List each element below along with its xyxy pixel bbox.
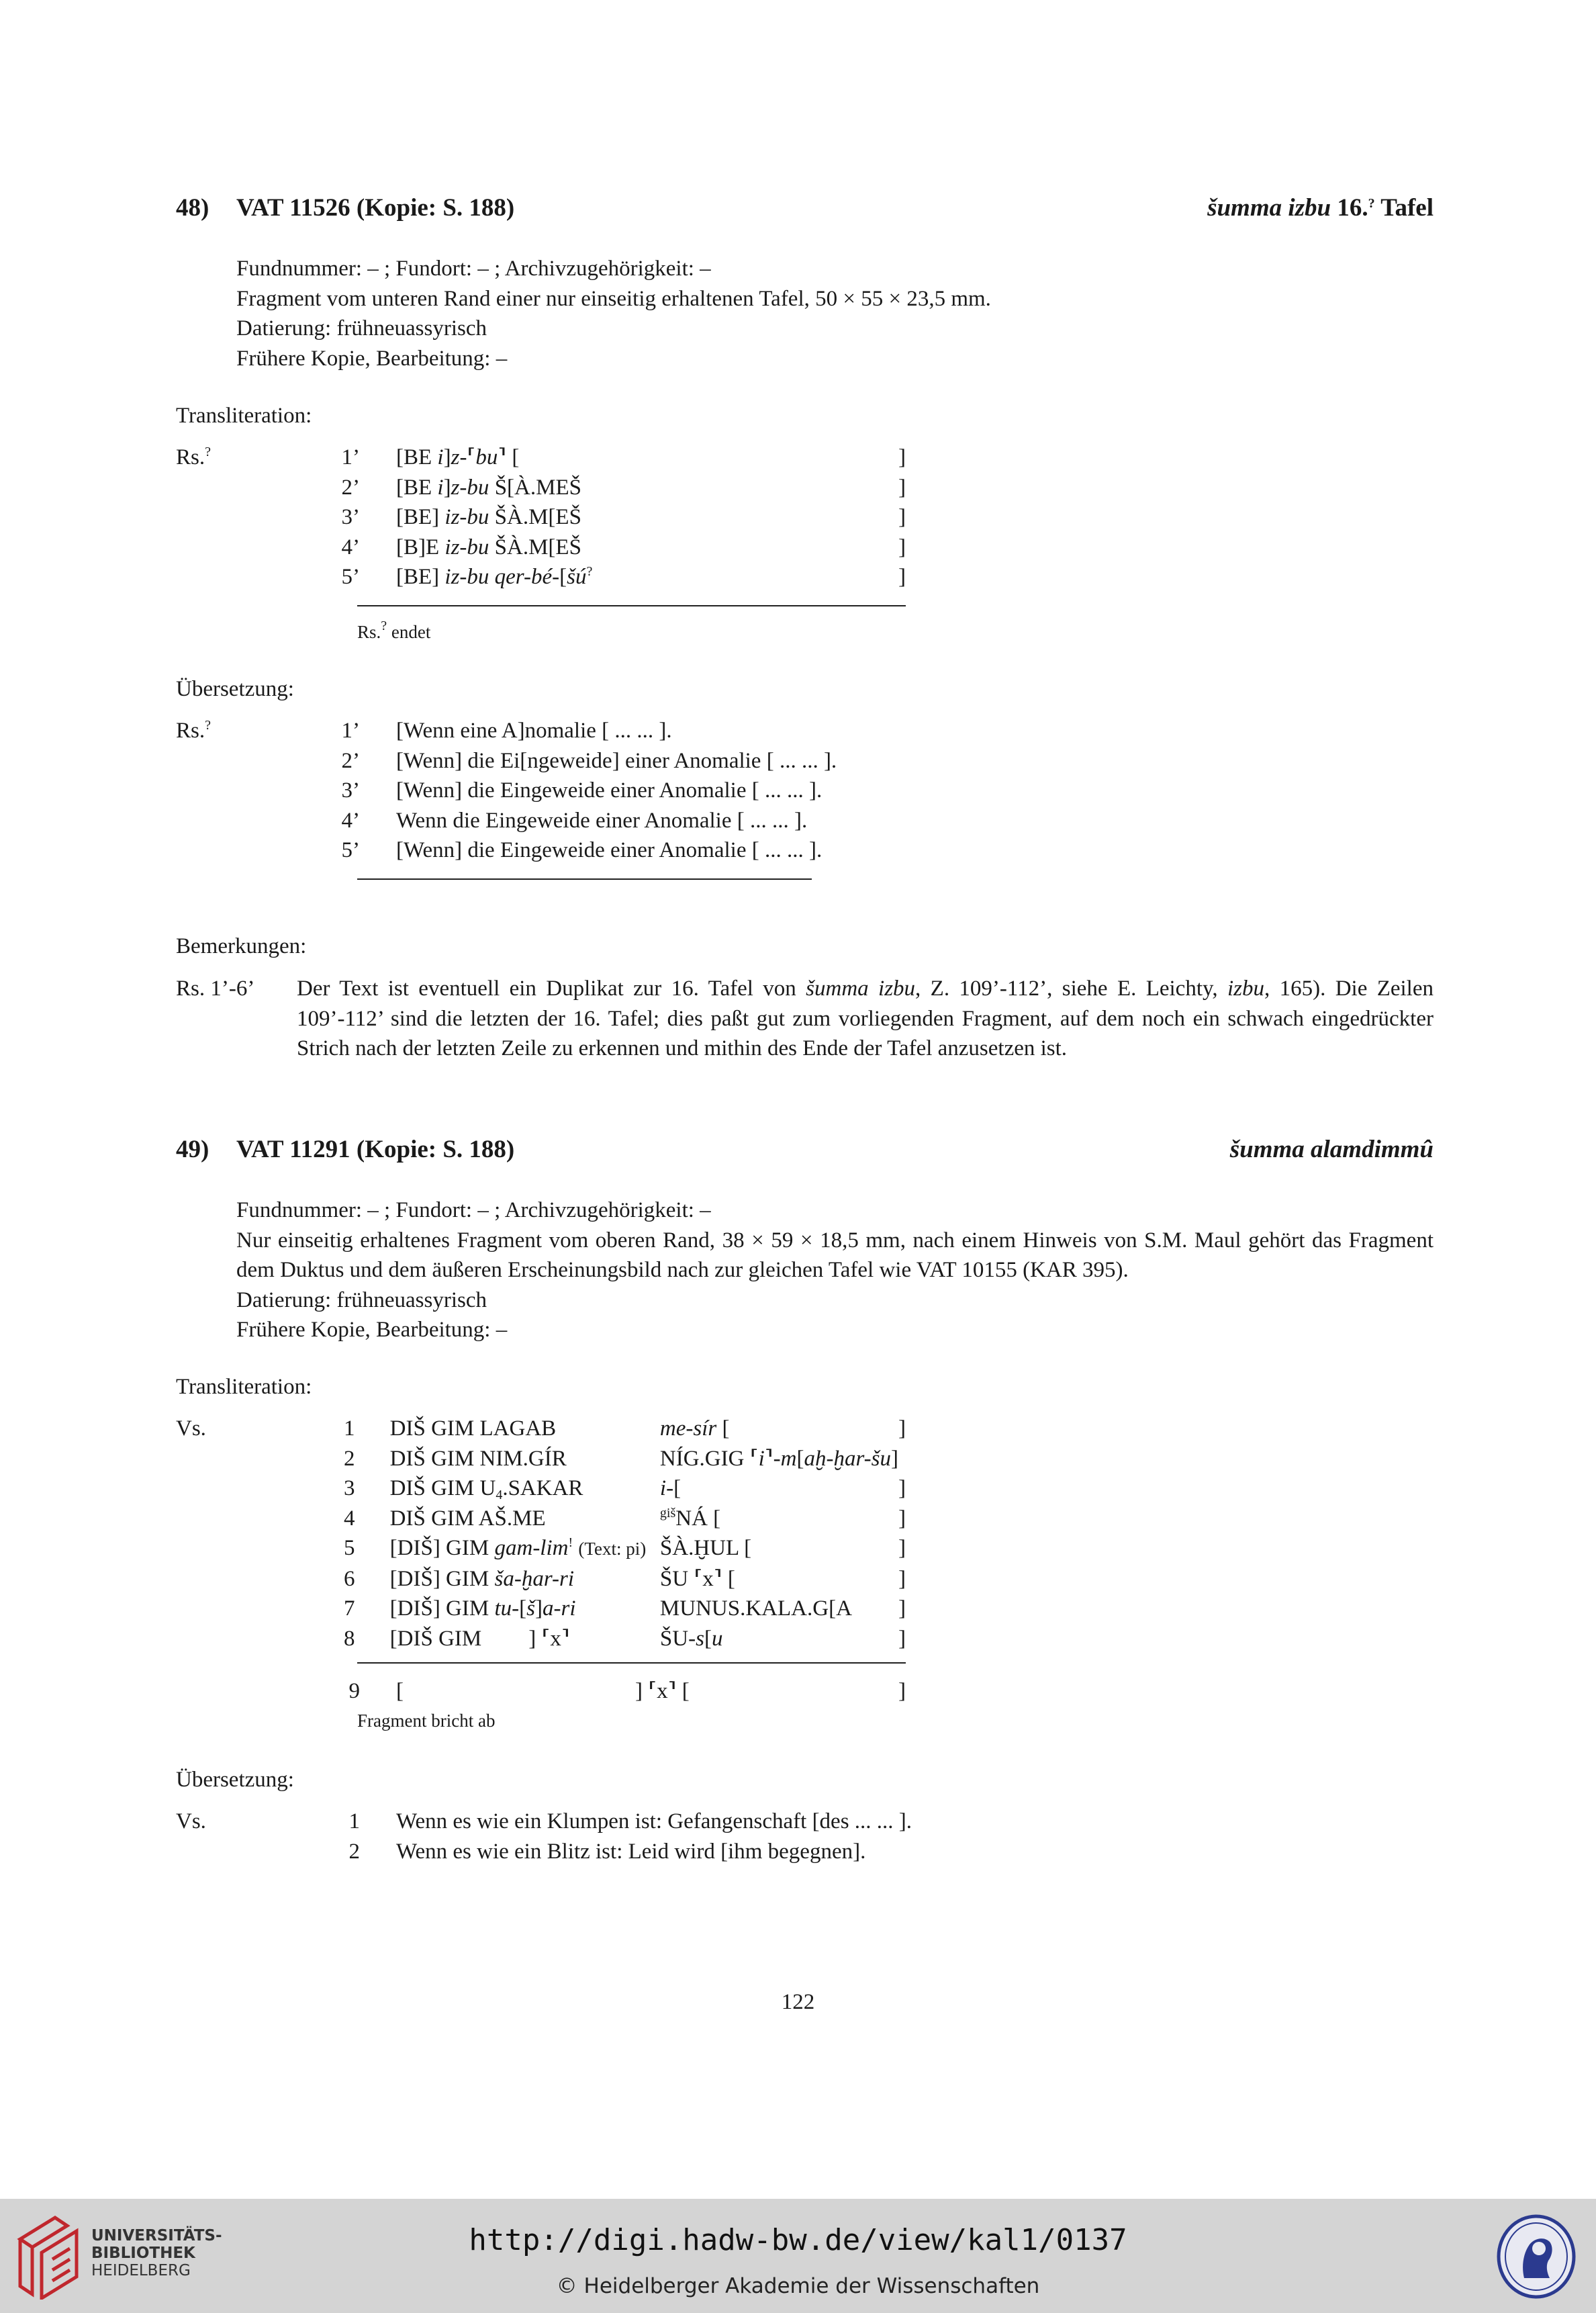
translit-col-b: ŠU-s[u: [659, 1626, 723, 1651]
bracket: ]: [898, 1506, 906, 1531]
spacer: [176, 1594, 306, 1624]
line-number: 4’: [341, 535, 360, 559]
line-number: 5’: [341, 565, 360, 589]
remark-body: [297, 974, 1434, 1064]
translit-col-b: ŠÀ.ḪUL [: [659, 1536, 752, 1560]
entry-48-transliteration: [176, 443, 906, 592]
translation-row: [176, 746, 837, 776]
translation-text: Wenn die Eingeweide einer Anomalie [ ... ... ].: [396, 808, 808, 833]
entry-48-genre: [1207, 193, 1434, 222]
translation-text: Wenn es wie ein Klumpen ist: Gefangenschaft [des ... ... ].: [396, 1809, 912, 1833]
line-number: 8: [343, 1626, 355, 1651]
translit-text: [B]E iz-bu ŠÀ.M[EŠ: [396, 535, 581, 559]
translation-text: Wenn es wie ein Blitz ist: Leid wird [ihm begegnen].: [396, 1839, 866, 1864]
side-text: Rs.: [176, 445, 205, 469]
bracket: ]: [898, 565, 906, 589]
line-number: 7: [343, 1596, 355, 1621]
line-number: 1’: [341, 719, 360, 743]
translit-col-b: $^{giš}$NÁ [: [659, 1505, 721, 1531]
entry-49-translation: [176, 1807, 912, 1866]
translit-row: [176, 1473, 906, 1504]
divider-line: [357, 878, 812, 880]
spacer: [357, 1473, 389, 1504]
spacer: [176, 1533, 306, 1564]
bracket: ]: [898, 1679, 906, 1703]
translation-row: [176, 776, 837, 806]
spacer: [176, 502, 310, 533]
line-number: 4’: [341, 808, 360, 833]
translit-col-a: [DIŠ GIM ] ⸢x⸣: [389, 1626, 570, 1651]
info-line: Frühere Kopie, Bearbeitung: –: [236, 1318, 508, 1342]
line-number: 2’: [341, 475, 360, 500]
entry-49-info: [236, 1195, 1434, 1345]
remark-text: , Z. 109’-112’, siehe E. Leichty,: [915, 977, 1227, 1001]
line-number: 3’: [341, 778, 360, 803]
translit-text: [BE] iz-bu qer-bé-[šú?: [396, 564, 593, 589]
info-line: Datierung: frühneuassyrisch: [236, 316, 487, 341]
permalink-url[interactable]: http://digi.hadw-bw.de/view/kal1/0137: [469, 2223, 1127, 2257]
bracket: ]: [898, 1536, 906, 1560]
spacer: [363, 562, 396, 592]
side-sup: ?: [205, 718, 211, 733]
entry-49-number: 49): [176, 1136, 209, 1163]
translit-row: [176, 473, 906, 503]
spacer: [363, 502, 396, 533]
translation-text: [Wenn eine A]nomalie [ ... ... ].: [396, 719, 672, 743]
translation-text: [Wenn] die Ei[ngeweide] einer Anomalie [ ... ... ].: [396, 748, 837, 773]
line-number: 2: [348, 1839, 360, 1864]
digitization-footer: [0, 2199, 1596, 2313]
translit-col-a: DIŠ GIM $U_4.SAKAR$: [389, 1476, 583, 1502]
remark-text: , 165). Die Zeilen 109’-112’ sind die letzten der 16. Tafel; dies paßt gut zum vorliegenden Fragment, auf dem noch ein schwach eingedrückter Strich nach der letzten Zeile zu erkennen und mithin des Ende der Tafel anzusetzen ist.: [297, 977, 1434, 1060]
info-line: Datierung: frühneuassyrisch: [236, 1287, 487, 1312]
entry-49-end-note: Fragment bricht ab: [357, 1711, 496, 1731]
translit-col-a: [DIŠ] GIM ša-ḫar-ri: [389, 1566, 574, 1591]
line-number: 6: [343, 1566, 355, 1591]
line-number: 3’: [341, 505, 360, 529]
spacer: [363, 1807, 396, 1837]
spacer: [176, 1837, 310, 1867]
line-number: 4: [343, 1506, 355, 1531]
spacer: [363, 835, 396, 866]
entry-48-end-note: [357, 619, 431, 643]
spacer: [357, 1564, 389, 1594]
spacer: [176, 1624, 306, 1654]
bracket: ]: [898, 1596, 906, 1621]
end-note-tail: endet: [387, 622, 431, 642]
translit-row: [176, 1444, 906, 1474]
info-line: Fundnummer: – ; Fundort: – ; Archivzugehörigkeit: –: [236, 257, 711, 281]
spacer: [357, 1624, 389, 1654]
info-line: Fundnummer: – ; Fundort: – ; Archivzugehörigkeit: –: [236, 1198, 711, 1222]
translation-text: [Wenn] die Eingeweide einer Anomalie [ ... ... ].: [396, 778, 823, 803]
entry-49-header: [176, 1135, 1434, 1164]
translation-row: [176, 1837, 912, 1867]
remark-text: Der Text ist eventuell ein Duplikat zur 16. Tafel von: [297, 977, 806, 1001]
translit-col-a: DIŠ GIM LAGAB: [389, 1416, 557, 1441]
translit-row: [176, 1533, 906, 1564]
translit-col-a: DIŠ GIM AŠ.ME: [389, 1506, 546, 1531]
bracket: ]: [898, 1566, 906, 1591]
spacer: [176, 1676, 310, 1707]
side-label: [176, 716, 310, 746]
spacer: [363, 533, 396, 563]
translit-row: [176, 1414, 906, 1444]
spacer: [363, 473, 396, 503]
entry-49-transliteration: [176, 1414, 906, 1653]
entry-48-number: 48): [176, 194, 209, 222]
spacer: [176, 835, 310, 866]
translation-text: [Wenn] die Eingeweide einer Anomalie [ ... ... ].: [396, 838, 823, 862]
bracket: ]: [898, 1476, 906, 1500]
remark-italic: šumma izbu: [806, 977, 916, 1001]
spacer: [176, 776, 310, 806]
spacer: [363, 1676, 396, 1707]
info-line: Fragment vom unteren Rand einer nur einseitig erhaltenen Tafel, 50 × 55 × 23,5 mm.: [236, 286, 991, 311]
translit-col-b: MUNUS.KALA.G[A: [659, 1596, 852, 1621]
spacer: [357, 1414, 389, 1444]
entry-48-genre-italic: šumma izbu: [1207, 194, 1331, 222]
spacer: [176, 746, 310, 776]
remark-italic: izbu: [1227, 977, 1264, 1001]
bracket: ]: [898, 445, 906, 469]
spacer: [357, 1444, 389, 1474]
line-number: 5’: [341, 838, 360, 862]
translation-row: [176, 716, 837, 746]
entry-48-transliteration-label: Transliteration:: [176, 404, 312, 428]
entry-48-info: [236, 254, 1434, 373]
end-note-text: Rs.: [357, 622, 381, 642]
spacer: [898, 1444, 906, 1474]
line-number: 3: [343, 1476, 355, 1500]
translit-row: [176, 533, 906, 563]
spacer: [176, 1504, 306, 1534]
academy-seal-icon: [1496, 2214, 1577, 2300]
info-line: Frühere Kopie, Bearbeitung: –: [236, 346, 508, 371]
spacer: [176, 533, 310, 563]
library-line: BIBLIOTHEK: [91, 2244, 195, 2262]
translit-row: [176, 502, 906, 533]
translit-text: [BE] iz-bu ŠÀ.M[EŠ: [396, 505, 581, 529]
side-label: [176, 443, 310, 473]
translation-row: [176, 806, 837, 836]
line-number: 1: [343, 1416, 355, 1441]
copyright-notice: © Heidelberger Akademie der Wissenschaften: [556, 2274, 1040, 2298]
spacer: [357, 1504, 389, 1534]
translation-row: [176, 835, 837, 866]
library-line: HEIDELBERG: [91, 2262, 191, 2279]
entry-49-genre: šumma alamdimmû: [1229, 1136, 1434, 1163]
spacer: [363, 746, 396, 776]
spacer: [363, 806, 396, 836]
translit-col-a: [DIŠ] GIM tu-[š]a-ri: [389, 1596, 576, 1621]
line-number: 9: [348, 1679, 360, 1703]
spacer: [357, 1533, 389, 1564]
translit-col-a: DIŠ GIM NIM.GÍR: [389, 1446, 567, 1471]
translit-text: [BE i]z-bu Š[À.MEŠ: [396, 475, 581, 500]
spacer: [176, 1564, 306, 1594]
translit-row: [176, 443, 906, 473]
translit-row: [176, 1624, 906, 1654]
bracket: ]: [898, 505, 906, 529]
line-number: 2’: [341, 748, 360, 773]
translit-col-b: i-[: [659, 1476, 682, 1500]
entry-48-remarks-label: Bemerkungen:: [176, 934, 307, 958]
spacer: [176, 806, 310, 836]
line-number: 1’: [341, 445, 360, 469]
translit-col-a: [DIŠ] GIM gam-lim! (Text: pi): [389, 1535, 647, 1560]
spacer: [363, 1837, 396, 1867]
line-number: 1: [348, 1809, 360, 1833]
entry-48-title: VAT 11526 (Kopie: S. 188): [236, 194, 515, 222]
entry-49-line-9: [176, 1676, 906, 1707]
translit-col-b: NÍG.GIG ⸢i⸣-m[aḫ-ḫar-šu]: [659, 1446, 898, 1471]
side-sup: ?: [205, 445, 211, 459]
remark-tag: Rs. 1’-6’: [176, 977, 255, 1001]
translit-col-b: ŠU ⸢x⸣ [: [659, 1566, 735, 1591]
translit-text: [ ] ⸢x⸣ [: [396, 1679, 690, 1703]
entry-49-title: VAT 11291 (Kopie: S. 188): [236, 1136, 515, 1163]
bracket: ]: [898, 535, 906, 559]
entry-48-remark: [176, 974, 1434, 1064]
translit-row: [176, 1504, 906, 1534]
spacer: [363, 443, 396, 473]
bracket: ]: [898, 1626, 906, 1651]
spacer: [357, 1594, 389, 1624]
entry-49-transliteration-label: Transliteration:: [176, 1375, 312, 1399]
line-number: 5: [343, 1536, 355, 1560]
spacer: [176, 1444, 306, 1474]
entry-48-genre-sup: ?: [1368, 196, 1375, 211]
divider-line: [357, 1662, 906, 1664]
translit-row: [176, 562, 906, 592]
spacer: [363, 716, 396, 746]
translit-row: [176, 1564, 906, 1594]
spacer: [176, 473, 310, 503]
spacer: [363, 776, 396, 806]
entry-48-translation-label: Übersetzung:: [176, 677, 294, 701]
line-number: 2: [343, 1446, 355, 1471]
spacer: [176, 562, 310, 592]
translit-col-b: me-sír [: [659, 1416, 730, 1441]
translit-row: [176, 1594, 906, 1624]
side-text: Rs.: [176, 719, 205, 743]
end-note-sup: ?: [381, 619, 387, 633]
bracket: ]: [898, 1416, 906, 1441]
info-paragraph: Nur einseitig erhaltenes Fragment vom oberen Rand, 38 × 59 × 18,5 mm, nach einem Hinweis von S.M. Maul gehört das Fragment dem Duktus und dem äußeren Erscheinungsbild nach zur gleichen Tafel wie VAT 10155 (KAR 395).: [236, 1228, 1434, 1282]
entry-48-genre-number: 16.: [1331, 194, 1368, 222]
library-line: UNIVERSITÄTS-: [91, 2227, 222, 2244]
page-number: 122: [781, 1990, 815, 2014]
entry-48-genre-tail: Tafel: [1374, 194, 1434, 222]
divider-line: [357, 605, 906, 606]
translation-row: [176, 1807, 912, 1837]
side-label: Vs.: [176, 1416, 206, 1441]
translit-text: [BE i]z-⸢bu⸣ [: [396, 445, 520, 469]
entry-48-translation: [176, 716, 837, 866]
side-label: Vs.: [176, 1809, 206, 1833]
entry-48-header: [176, 193, 1434, 222]
translit-row: [176, 1676, 906, 1707]
entry-49-translation-label: Übersetzung:: [176, 1768, 294, 1792]
bracket: ]: [898, 475, 906, 500]
spacer: [176, 1473, 306, 1504]
